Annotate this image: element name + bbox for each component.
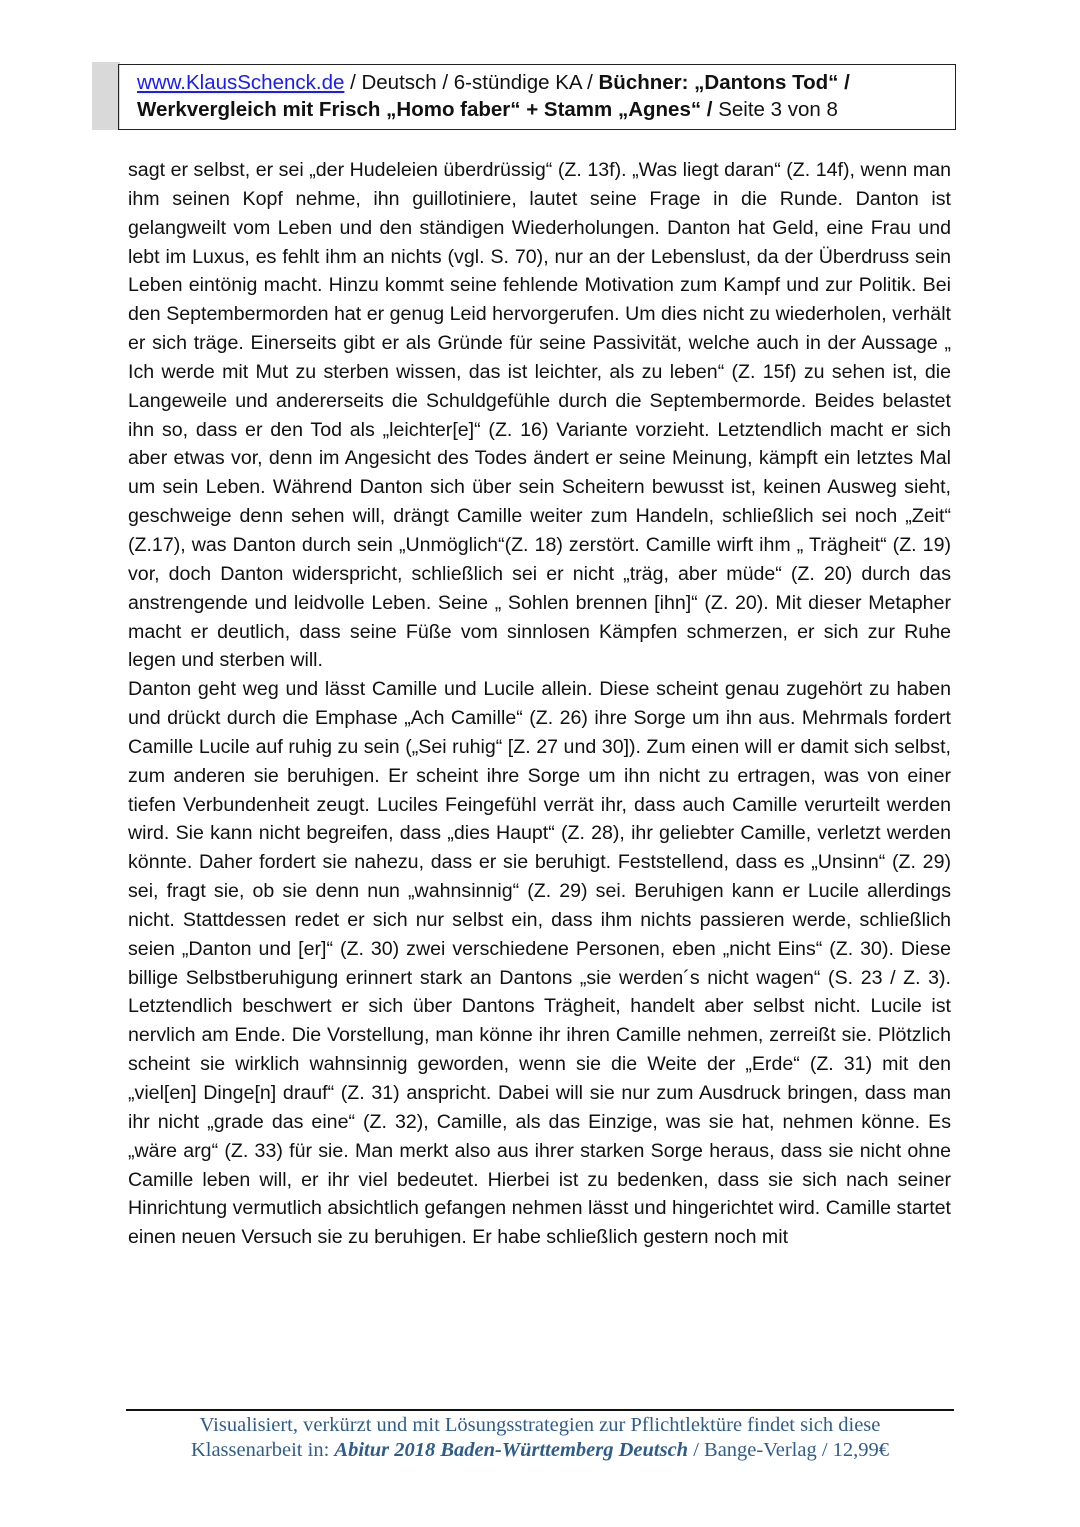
header-work-title: Büchner: „Dantons Tod“ / bbox=[598, 71, 850, 94]
footer-prefix: Klassenarbeit in: bbox=[190, 1439, 335, 1461]
header-line-2 bbox=[137, 96, 955, 123]
paragraph-2: Danton geht weg und lässt Camille und Lucile allein. Diese scheint genau zugehört zu haben und drückt durch die Emphase „Ach Camille“ (Z. 26) ihre Sorge um ihn aus. Mehrmals fordert Camille Lucile auf ruhig zu sein („Sei ruhig“ [Z. 27 und 30]). Zum einen will er damit sich selbst, zum anderen sie beruhigen. Er scheint ihre Sorge um ihn nicht zu ertragen, was von einer tiefen Verbundenheit zeugt. Luciles Feingefühl verrät ihr, dass auch Camille verurteilt werden wird. Sie kann nicht begreifen, dass „dies Haupt“ (Z. 28), ihr geliebter Camille, verletzt werden könnte. Daher fordert sie nahezu, dass er sie beruhigt. Feststellend, dass es „Unsinn“ (Z. 29) sei, fragt sie, ob sie denn nun „wahnsinnig“ (Z. 29) sei. Beruhigen kann er Lucile allerdings nicht. Stattdessen redet er sich nur selbst ein, dass ihm nichts passieren werde, schließlich seien „Danton und [er]“ (Z. 30) zwei verschiedene Personen, eben „nicht Eins“ (Z. 30). Diese billige Selbstberuhigung erinnert stark an Dantons „sie werden´s nicht wagen“ (S. 23 / Z. 3). Letztendlich beschwert er sich über Dantons Trägheit, handelt aber selbst nicht. Lucile ist nervlich am Ende. Die Vorstellung, man könne ihr ihren Camille nehmen, zerreißt sie. Plötzlich scheint sie wirklich wahnsinnig geworden, wenn sie die Weite der „Erde“ (Z. 31) mit den „viel[en] Dinge[n] drauf“ (Z. 31) anspricht. Dabei will sie nur zum Ausdruck bringen, dass man ihr nicht „grade das eine“ (Z. 32), Camille, als das Einzige, was sie hat, nehmen könne. Es „wäre arg“ (Z. 33) für sie. Man merkt also aus ihrer starken Sorge heraus, dass sie nicht ohne Camille leben will, er ihr viel bedeutet. Hierbei ist zu bedenken, dass sie sich nach seiner Hinrichtung vermutlich absichtlich gefangen nehmen lässt und hingerichtet wird. Camille startet einen neuen Versuch sie zu beruhigen. Er habe schließlich gestern noch mit bbox=[128, 678, 951, 1249]
header-line-1 bbox=[137, 69, 955, 96]
footer-line-1: Visualisiert, verkürzt und mit Lösungsstrategien zur Pflichtlektüre findet sich diese bbox=[199, 1414, 881, 1436]
page-footer bbox=[126, 1413, 954, 1463]
site-link[interactable]: www.KlausSchenck.de bbox=[137, 71, 345, 94]
document-body bbox=[128, 156, 951, 1252]
header-comparison: Werkvergleich mit Frisch „Homo faber“ + Stamm „Agnes“ / bbox=[137, 98, 713, 121]
footer-book-title: Abitur 2018 Baden-Württemberg Deutsch bbox=[334, 1439, 689, 1461]
page-number: Seite 3 von 8 bbox=[712, 98, 838, 121]
footer-line-2 bbox=[126, 1438, 954, 1463]
header-course: / Deutsch / 6-stündige KA / bbox=[344, 71, 599, 94]
header-shade bbox=[92, 62, 120, 130]
paragraph-1: sagt er selbst, er sei „der Hudeleien überdrüssig“ (Z. 13f). „Was liegt daran“ (Z. 14f), wenn man ihm seinen Kopf nehme, ihn guillotiniere, lautet seine Frage in die Runde. Danton ist gelangweilt vom Leben und den ständigen Wiederholungen. Danton hat Geld, eine Frau und lebt im Luxus, es fehlt ihm an nichts (vgl. S. 70), nur an der Lebenslust, da der Überdruss sein Leben eintönig macht. Hinzu kommt seine fehlende Motivation zum Kampf und zur Politik. Bei den Septembermorden hat er genug Leid hervorgerufen. Um dies nicht zu wiederholen, verhält er sich träge. Einerseits gibt er als Gründe für seine Passivität, welche auch in der Aussage „ Ich werde mit Mut zu sterben wissen, das ist leichter, als zu leben“ (Z. 15f) zu sehen ist, die Langeweile und andererseits die Schuldgefühle durch die Septembermorde. Beides belastet ihn so, dass er den Tod als „leichter[e]“ (Z. 16) Variante vorzieht. Letztendlich macht er sich aber etwas vor, denn im Angesicht des Todes ändert er seine Meinung, kämpft ein letztes Mal um sein Leben. Während Danton sich über sein Scheitern bewusst ist, keinen Ausweg sieht, geschweige denn sehen will, drängt Camille weiter zum Handeln, schließlich sei noch „Zeit“ (Z.17), was Danton durch sein „Unmöglich“(Z. 18) zerstört. Camille wirft ihm „ Trägheit“ (Z. 19) vor, doch Danton widerspricht, schließlich sei er nicht „träg, aber müde“ (Z. 20) durch das anstrengende und leidvolle Leben. Seine „ Sohlen brennen [ihn]“ (Z. 20). Mit dieser Metapher macht er deutlich, dass seine Füße vom sinnlosen Kämpfen schmerzen, er sich zur Ruhe legen und sterben will. bbox=[128, 159, 951, 672]
page-header bbox=[118, 64, 956, 130]
footer-divider bbox=[126, 1409, 954, 1411]
footer-publisher: / Bange-Verlag / 12,99€ bbox=[688, 1439, 890, 1461]
